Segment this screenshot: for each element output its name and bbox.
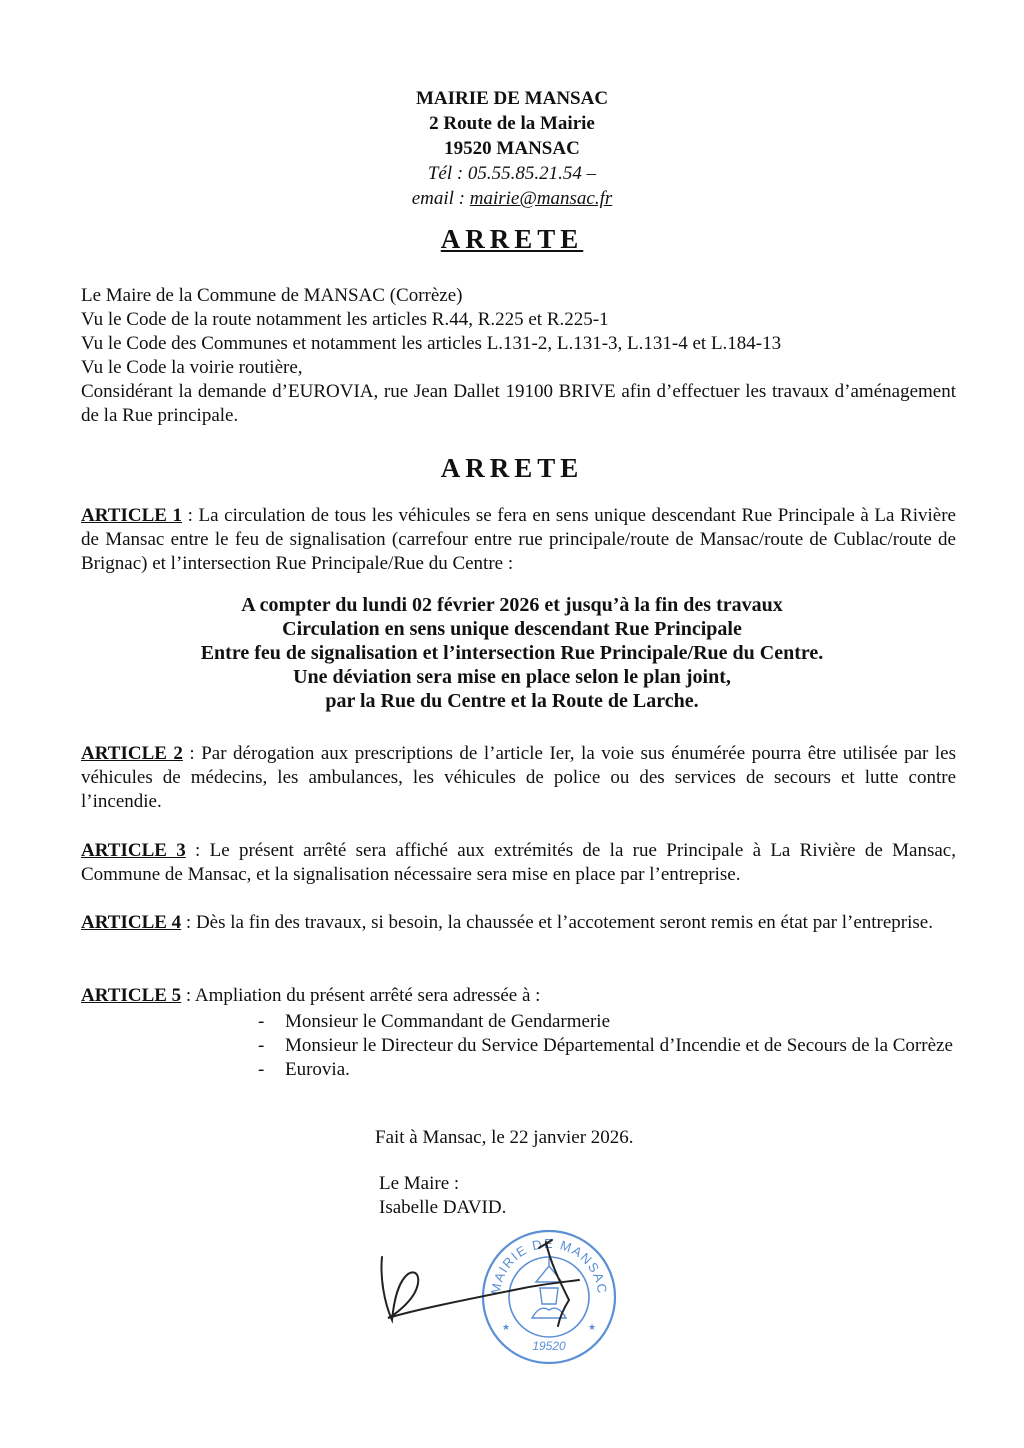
org-name: MAIRIE DE MANSAC xyxy=(415,88,609,109)
list-dash: - xyxy=(258,1011,265,1032)
article-5-text: : Ampliation du présent arrêté sera adressée à : xyxy=(181,985,541,1006)
article-4-label: ARTICLE 4 xyxy=(81,912,182,933)
recipients-list xyxy=(258,1010,958,1082)
highlight-line: Une déviation sera mise en place selon le plan joint, xyxy=(293,666,731,688)
recipient-text: Monsieur le Commandant de Gendarmerie xyxy=(285,1011,611,1032)
mayor-block xyxy=(379,1172,506,1220)
preamble-line: Le Maire de la Commune de MANSAC (Corrèze) xyxy=(81,285,463,306)
org-postal-city: 19520 MANSAC xyxy=(444,138,580,159)
stamp-text-bottom: 19520 xyxy=(532,1339,566,1353)
list-dash: - xyxy=(258,1035,265,1056)
article-3-label: ARTICLE 3 xyxy=(81,840,186,861)
org-email-line xyxy=(0,186,1024,211)
list-item xyxy=(258,1010,958,1034)
letterhead xyxy=(0,86,1024,211)
article-1 xyxy=(81,504,956,576)
highlight-block xyxy=(0,593,1024,713)
preamble-line: Vu le Code de la route notamment les articles R.44, R.225 et R.225-1 xyxy=(81,309,609,330)
list-item xyxy=(258,1058,958,1082)
email-label: email : xyxy=(411,188,470,209)
article-1-label: ARTICLE 1 xyxy=(81,505,183,526)
recipient-text: Eurovia. xyxy=(285,1059,350,1080)
stamp-star-left: ★ xyxy=(502,1323,511,1333)
highlight-line: par la Rue du Centre et la Route de Larche. xyxy=(325,690,699,712)
stamp-text-top-path: MAIRIE DE MANSAC xyxy=(487,1235,611,1296)
title-main xyxy=(0,223,1024,255)
highlight-line: A compter du lundi 02 février 2026 et jusqu’à la fin des travaux xyxy=(241,594,783,616)
article-2 xyxy=(81,742,956,814)
list-item xyxy=(258,1034,958,1058)
preamble-considerant: Considérant la demande d’EUROVIA, rue Jean Dallet 19100 BRIVE afin d’effectuer les travaux d’aménagement de la Rue principale. xyxy=(81,381,956,426)
email-link[interactable]: mairie@mansac.fr xyxy=(469,188,613,209)
stamp-star-right: ★ xyxy=(588,1323,597,1333)
preamble-line: Vu le Code des Communes et notamment les articles L.131-2, L.131-3, L.131-4 et L.184-13 xyxy=(81,333,782,354)
article-4 xyxy=(81,911,956,935)
article-3 xyxy=(81,839,956,887)
article-3-text: : Le présent arrêté sera affiché aux extrémités de la rue Principale à La Rivière de Mansac, Commune de Mansac, et la signalisation nécessaire sera mise en place par l’entreprise. xyxy=(81,840,956,885)
highlight-line: Circulation en sens unique descendant Rue Principale xyxy=(282,618,742,640)
preamble xyxy=(81,284,956,428)
article-5 xyxy=(81,984,956,1008)
mayor-role: Le Maire : xyxy=(379,1173,460,1194)
article-1-text: : La circulation de tous les véhicules se fera en sens unique descendant Rue Principale à La Rivière de Mansac entre le feu de signalisation (carrefour entre rue principale/route de Mansac/route de Cublac/route de Brignac) et l’intersection Rue Principale/Rue du Centre : xyxy=(81,505,956,574)
preamble-line: Vu le Code la voirie routière, xyxy=(81,357,303,378)
article-2-label: ARTICLE 2 xyxy=(81,743,183,764)
org-phone: Tél : 05.55.85.21.54 – xyxy=(427,163,597,184)
org-address: 2 Route de la Mairie xyxy=(429,113,595,134)
place-date: Fait à Mansac, le 22 janvier 2026. xyxy=(375,1127,634,1148)
highlight-line: Entre feu de signalisation et l’intersection Rue Principale/Rue du Centre. xyxy=(200,642,824,664)
article-5-label: ARTICLE 5 xyxy=(81,985,182,1006)
recipient-text: Monsieur le Directeur du Service Départemental d’Incendie et de Secours de la Corrèze xyxy=(285,1035,953,1056)
title-main-text: ARRETE xyxy=(440,224,584,254)
article-4-text: : Dès la fin des travaux, si besoin, la chaussée et l’accotement seront remis en état par l’entreprise. xyxy=(181,912,933,933)
mayor-name: Isabelle DAVID. xyxy=(379,1197,507,1218)
article-2-text: : Par dérogation aux prescriptions de l’article Ier, la voie sus énumérée pourra être utilisée par les véhicules de médecins, les ambulances, les véhicules de police ou des services de secours et lutte contre l’incendie. xyxy=(81,743,956,812)
handwritten-signature xyxy=(374,1222,614,1332)
list-dash: - xyxy=(258,1059,265,1080)
title-second: ARRETE xyxy=(440,453,584,483)
